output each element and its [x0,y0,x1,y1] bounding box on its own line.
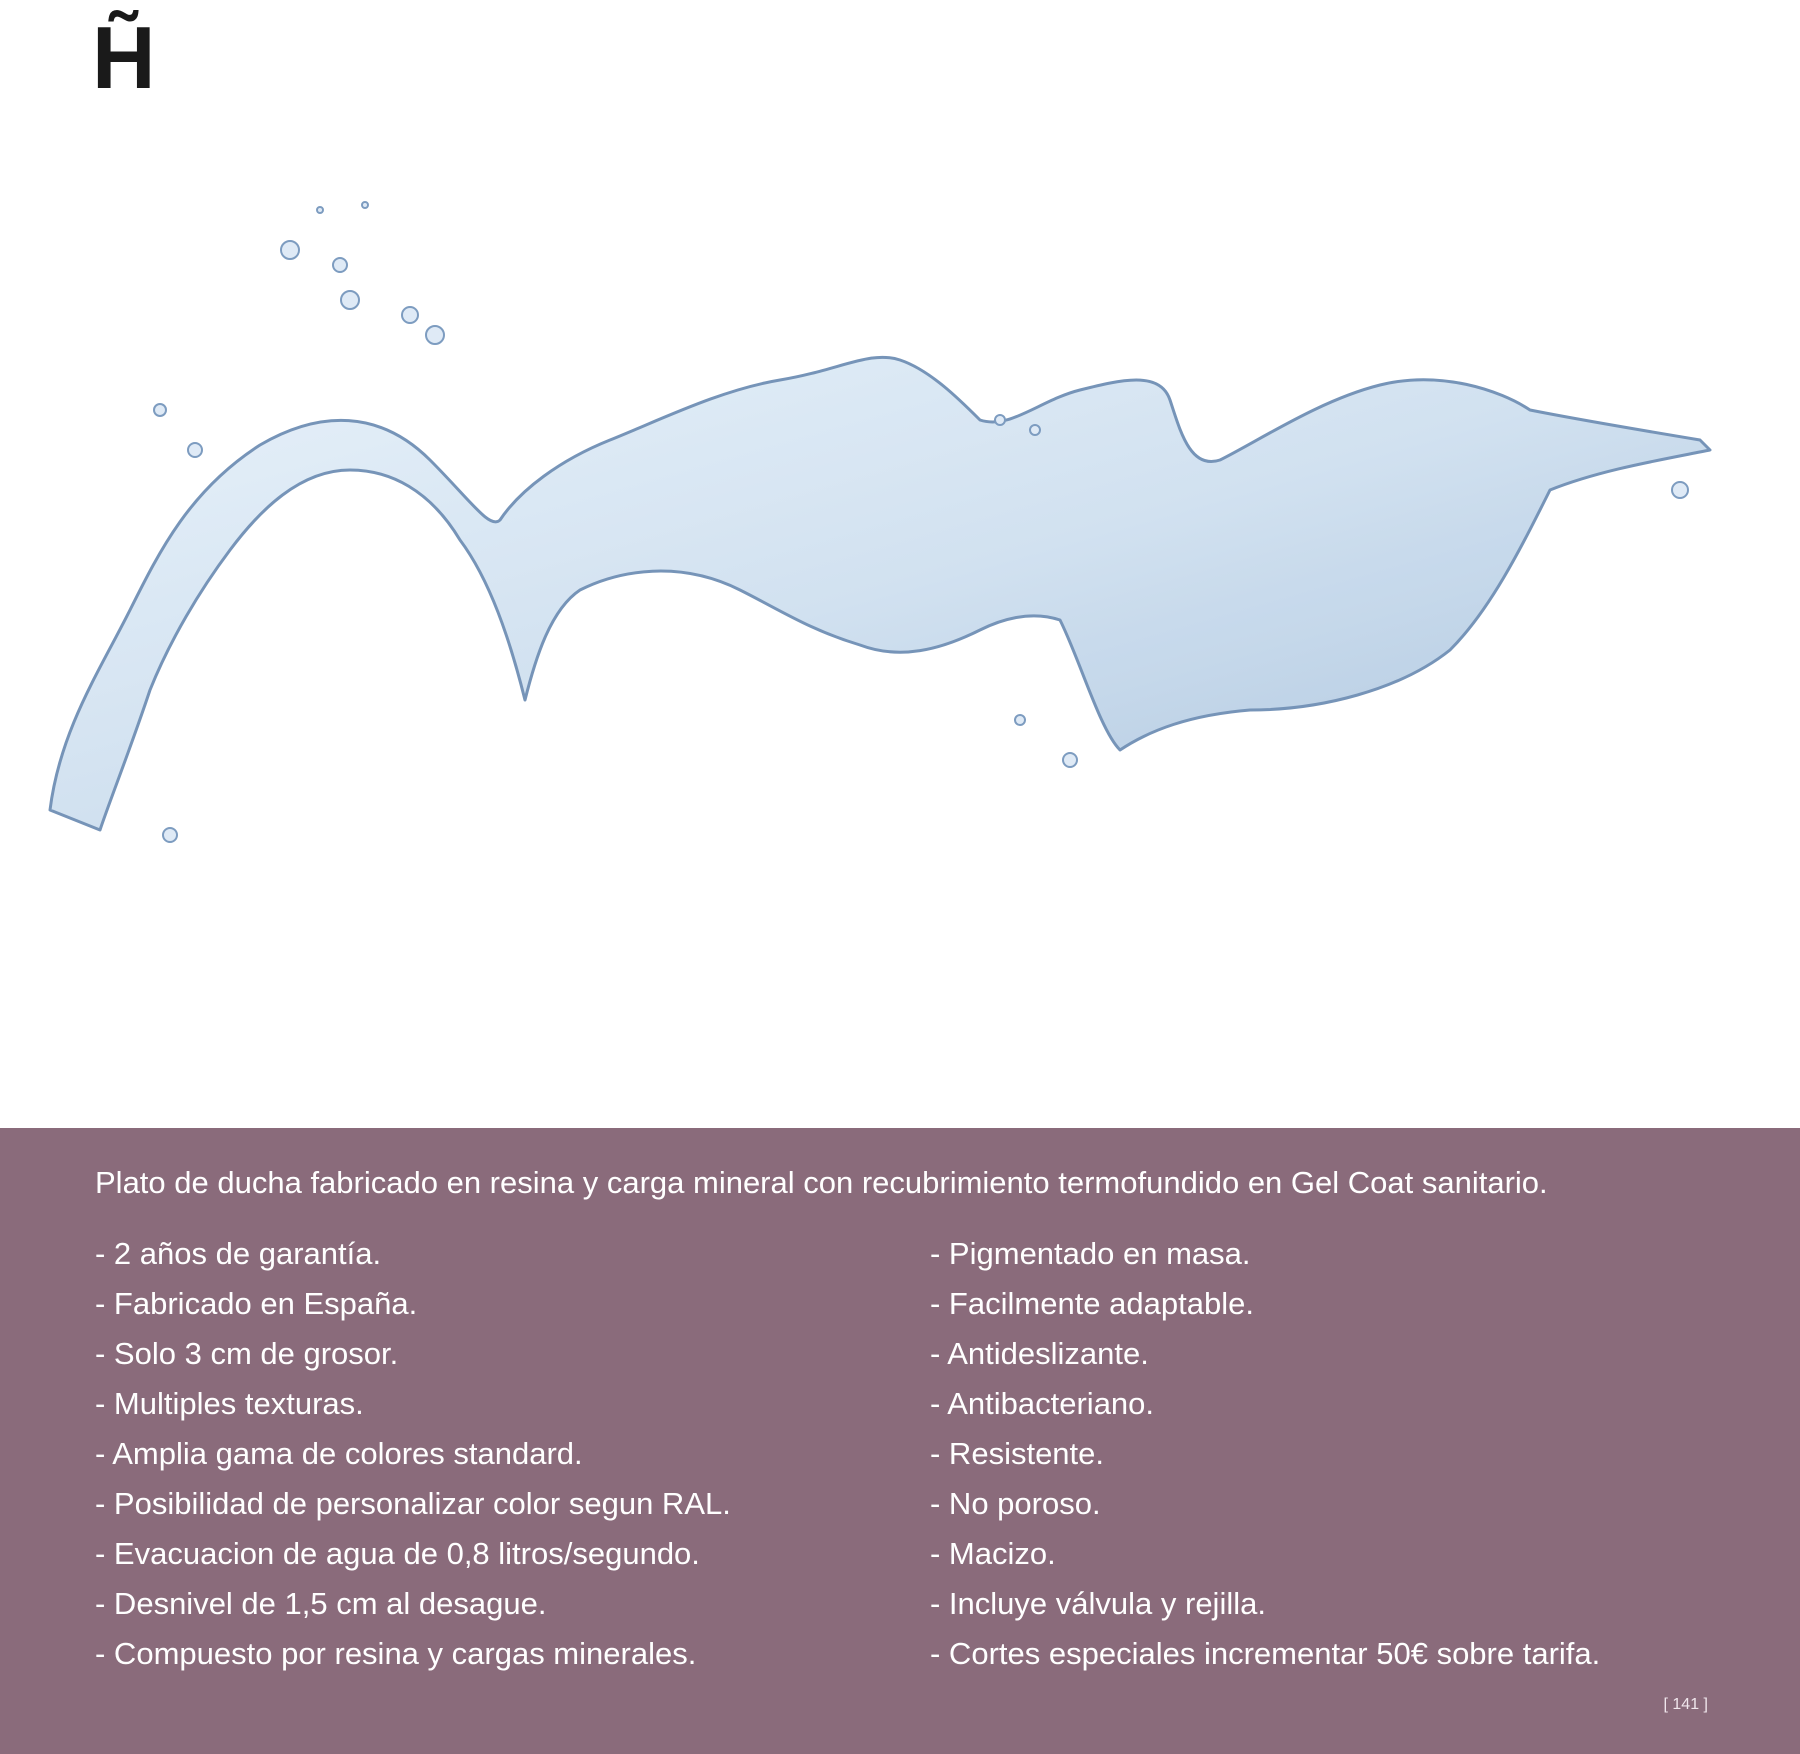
list-item: - Pigmentado en masa. [930,1236,1251,1271]
brand-logo: H̃ [92,8,156,107]
list-item: - Cortes especiales incrementar 50€ sobre tarifa. [930,1636,1601,1671]
water-splash-image [20,190,1740,870]
list-item: - Fabricado en España. [95,1286,418,1321]
page-number: [ 141 ] [1663,1696,1708,1713]
list-item: - Incluye válvula y rejilla. [930,1586,1266,1621]
list-item: - Compuesto por resina y cargas minerales. [95,1636,697,1671]
list-item: - Macizo. [930,1536,1056,1571]
product-description: Plato de ducha fabricado en resina y carga mineral con recubrimiento termofundido en Gel Coat sanitario. [95,1165,1548,1200]
list-item: - Desnivel de 1,5 cm al desague. [95,1586,547,1621]
list-item: - Antideslizante. [930,1336,1149,1371]
feature-list-right [930,1229,1600,1679]
list-item: - No poroso. [930,1486,1101,1521]
list-item: - Posibilidad de personalizar color segun RAL. [95,1486,731,1521]
list-item: - 2 años de garantía. [95,1236,382,1271]
list-item: - Resistente. [930,1436,1105,1471]
list-item: - Facilmente adaptable. [930,1286,1254,1321]
list-item: - Multiples texturas. [95,1386,364,1421]
list-item: - Antibacteriano. [930,1386,1155,1421]
list-item: - Amplia gama de colores standard. [95,1436,583,1471]
list-item: - Solo 3 cm de grosor. [95,1336,399,1371]
product-info-panel [0,1128,1800,1754]
feature-list-left [95,1229,731,1679]
list-item: - Evacuacion de agua de 0,8 litros/segundo. [95,1536,700,1571]
